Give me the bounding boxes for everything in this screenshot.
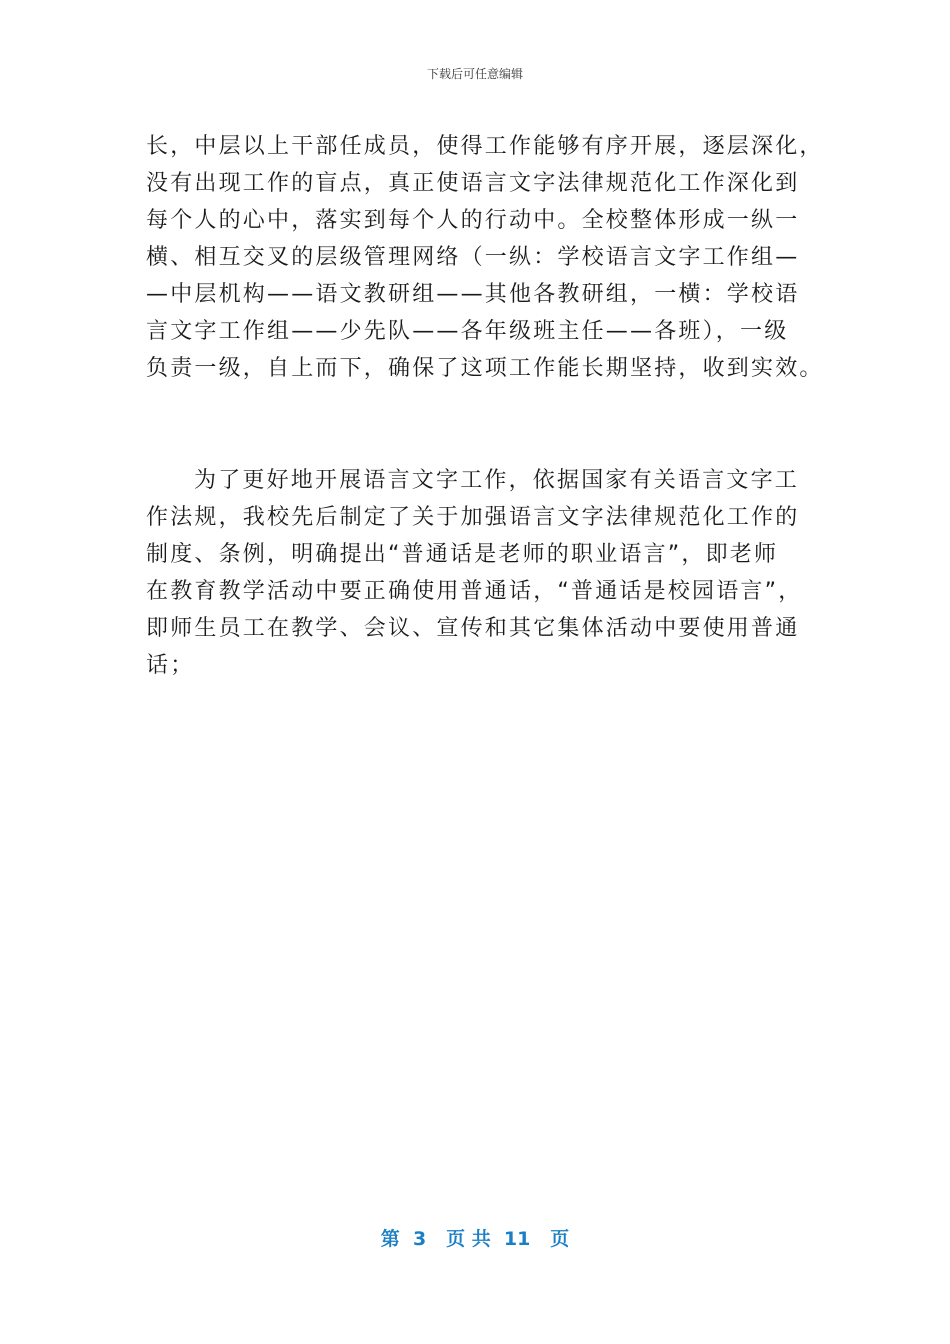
paragraph-1-line-5: —中层机构——语文教研组——其他各教研组，一横：学校语 [146,282,800,307]
paragraph-2-line-4: 在教育教学活动中要正确使用普通话，“普通话是校园语言”， [146,579,803,604]
page-header-note: 下载后可任意编辑 [426,67,523,81]
paragraph-1-line-6: 言文字工作组——少先队——各年级班主任——各班），一级 [146,319,789,344]
paragraph-spacer [146,387,806,462]
paragraph-2-line-3: 制度、条例，明确提出“普通话是老师的职业语言”，即老师 [146,542,779,567]
paragraph-2-line-6: 话； [146,653,195,678]
paragraph-1-line-4: 横、相互交叉的层级管理网络（一纵：学校语言文字工作组— [146,245,800,270]
paragraph-2-line-1: 为了更好地开展语言文字工作，依据国家有关语言文字工 [194,468,800,493]
paragraph-1-line-3: 每个人的心中，落实到每个人的行动中。全校整体形成一纵一 [146,208,800,233]
paragraph-2-line-2: 作法规，我校先后制定了关于加强语言文字法律规范化工作的 [146,505,800,530]
paragraph-1-line-2: 没有出现工作的盲点，真正使语言文字法律规范化工作深化到 [146,171,800,196]
paragraph-1-line-1: 长，中层以上干部任成员，使得工作能够有序开展，逐层深化， [146,134,824,159]
page-number-footer: 第 3 页 共 11 页 [380,1228,570,1250]
document-body [146,128,824,684]
paragraph-1-line-7: 负责一级，自上而下，确保了这项工作能长期坚持，收到实效。 [146,356,824,381]
paragraph-2-line-5: 即师生员工在教学、会议、宣传和其它集体活动中要使用普通 [146,616,800,641]
